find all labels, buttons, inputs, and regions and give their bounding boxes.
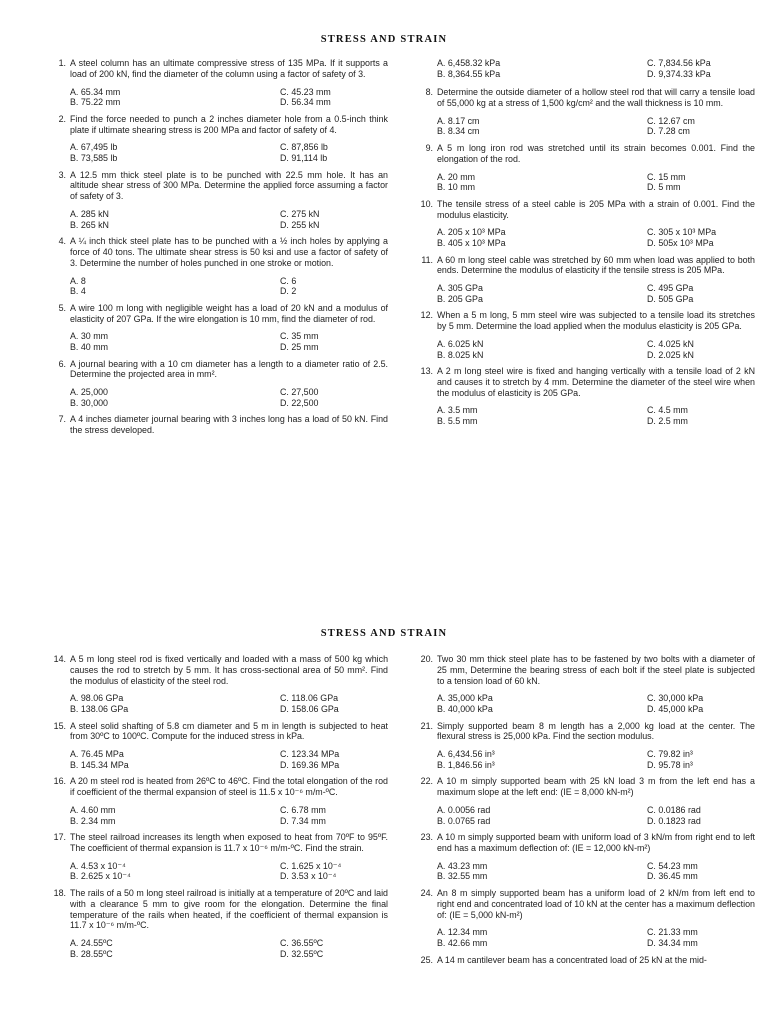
choices-grid	[70, 938, 388, 959]
question-text: An 8 m simply supported beam has a uniform load of 2 kN/m from left end to right end and concentrated load of 10 kN at the center has a maximum deflection of: (IE = 5,000 kN-m²)	[437, 887, 755, 920]
answer-choice: A. 98.06 GPa	[70, 693, 124, 704]
question-number: 6.	[58, 358, 66, 369]
question-text: When a 5 m long, 5 mm steel wire was subjected to a tensile load its stretches by 5 mm. Determine the load applied when the modulus elasticity is 205 GPa.	[437, 310, 755, 332]
answer-choice: B. 145.34 MPa	[70, 759, 129, 770]
question-number: 21.	[420, 720, 433, 731]
answer-choice: B. 10 mm	[437, 182, 475, 193]
answer-choice: D. 5 mm	[647, 182, 681, 193]
answer-choice: C. 1.625 x 10⁻⁴	[280, 860, 342, 871]
answer-choice: D. 91,114 lb	[280, 152, 328, 163]
answer-choice: D. 2.5 mm	[647, 416, 688, 427]
question-text: A 14 m cantilever beam has a concentrated load of 25 kN at the mid-	[437, 954, 707, 965]
question-number: 17.	[53, 832, 66, 843]
question-number: 7.	[58, 414, 66, 425]
answer-choice: B. 75.22 mm	[70, 97, 121, 108]
answer-choice: D. 56.34 mm	[280, 97, 331, 108]
question-item	[415, 143, 755, 165]
answer-choice: A. 4.60 mm	[70, 804, 116, 815]
answer-choice: C. 4.5 mm	[647, 405, 688, 416]
question-number: 13.	[420, 366, 433, 377]
answer-choice: B. 138.06 GPa	[70, 703, 129, 714]
question-item	[415, 832, 755, 854]
question-number: 23.	[420, 832, 433, 843]
answer-choice: D. 505x 10³ MPa	[647, 237, 714, 248]
answer-choice: D. 95.78 in³	[647, 759, 693, 770]
answer-choice: A. 67,495 lb	[70, 142, 118, 153]
questions-column-right	[415, 654, 755, 965]
answer-choice: C. 7,834.56 kPa	[647, 58, 711, 68]
choices-grid	[437, 58, 755, 79]
question-text: A wire 100 m long with negligible weight has a load of 20 kN and a modulus of elasticity of 207 GPa. If the wire elongation is 10 mm, find the diameter of rod.	[70, 302, 388, 324]
page-title: STRESS AND STRAIN	[320, 628, 448, 639]
answer-choice: C. 495 GPa	[647, 283, 694, 294]
answer-choice: B. 8.025 kN	[437, 349, 484, 360]
question-text: A ¼ inch thick steel plate has to be punched with a ½ inch holes by applying a force of 40 tons. The ultimate shear stress is 50 ksi and use a factor of safety of 3. Determine the number of holes punched in one stroke or motion.	[70, 236, 388, 268]
question-item	[415, 888, 755, 920]
question-number: 9.	[425, 142, 433, 153]
questions-column-left	[48, 654, 388, 965]
question-number: 24.	[420, 887, 433, 898]
question-number: 15.	[53, 720, 66, 731]
choices-grid	[437, 339, 755, 360]
question-item	[48, 303, 388, 325]
answer-choice: D. 45,000 kPa	[647, 703, 704, 714]
question-number: 20.	[420, 654, 433, 664]
answer-choice: C. 15 mm	[647, 171, 686, 182]
answer-choice: B. 2.34 mm	[70, 815, 116, 826]
page-title: STRESS AND STRAIN	[320, 34, 448, 45]
choices-grid	[70, 331, 388, 352]
answer-choice: C. 54.23 mm	[647, 860, 698, 871]
answer-choice: B. 40 mm	[70, 341, 108, 352]
question-text: Determine the outside diameter of a hollow steel rod that will carry a tensile load of 55,000 kg at a stress of 1,500 kg/cm² and the wall thickness is 10 mm.	[437, 87, 755, 108]
question-text: A 5 m long iron rod was stretched until its strain becomes 0.001. Find the elongation of the rod.	[437, 142, 755, 164]
answer-choice: B. 28.55ºC	[70, 948, 113, 959]
answer-choice: A. 6,458.32 kPa	[437, 58, 501, 68]
question-item	[48, 114, 388, 136]
answer-choice: A. 35,000 kPa	[437, 693, 493, 704]
question-text: A 60 m long steel cable was stretched by 60 mm when load was applied to both ends. Determine the modulus of elasticity if the tensile stress is 205 MPa.	[437, 254, 755, 276]
choices-grid	[70, 861, 388, 882]
choices-grid	[437, 927, 755, 948]
question-number: 11.	[421, 254, 433, 265]
choices-grid	[437, 283, 755, 304]
choices-grid	[70, 276, 388, 297]
question-text: A 5 m long steel rod is fixed vertically and loaded with a mass of 500 kg which causes the rod to stretch by 5 mm. It has cross-sectional area of 50 mm². Find the modulus of elasticity of the steel rod.	[70, 654, 388, 686]
answer-choice: C. 6.78 mm	[280, 804, 326, 815]
question-text: A 4 inches diameter journal bearing with 3 inches long has a load of 50 kN. Find the stress developed.	[70, 414, 388, 436]
answer-choice: A. 43.23 mm	[437, 860, 488, 871]
answer-choice: B. 40,000 kPa	[437, 703, 493, 714]
question-item	[48, 654, 388, 686]
question-item	[48, 359, 388, 381]
question-item	[48, 414, 388, 436]
answer-choice: C. 275 kN	[280, 208, 320, 219]
answer-choice: A. 305 GPa	[437, 283, 483, 294]
question-item	[415, 199, 755, 221]
question-text: Two 30 mm thick steel plate has to be fastened by two bolts with a diameter of 25 mm, Determine the bearing stress of each bolt if the steel plate is subjected to a tension load of 60 kN.	[437, 654, 755, 686]
worksheet-page-2	[0, 618, 768, 1024]
question-text: A steel column has an ultimate compressive stress of 135 MPa. If it supports a load of 200 kN, find the diameter of the column using a factor of safety of 3.	[70, 58, 388, 79]
question-item	[48, 170, 388, 202]
question-number: 25.	[420, 954, 433, 965]
question-number: 8.	[425, 87, 433, 98]
question-number: 3.	[58, 169, 66, 180]
answer-choice: D. 7.28 cm	[647, 126, 690, 137]
answer-choice: A. 8.17 cm	[437, 115, 480, 126]
answer-choice: C. 27,500	[280, 387, 319, 398]
answer-choice: C. 4.025 kN	[647, 338, 694, 349]
choices-grid	[437, 749, 755, 770]
question-text: A steel solid shafting of 5.8 cm diameter and 5 m in length is subjected to heat from 30ºC to 100ºC. Compute for the induced stress in kPa.	[70, 720, 388, 742]
question-text: A 20 m steel rod is heated from 26ºC to 46ºC. Find the total elongation of the rod if coefficient of the thermal expansion of steel is 11.5 x 10⁻⁶ m/m-ºC.	[70, 776, 388, 798]
question-text: A journal bearing with a 10 cm diameter has a length to a diameter ratio of 2.5. Determine the projected area in mm².	[70, 358, 388, 380]
answer-choice: C. 6	[280, 275, 297, 286]
answer-choice: A. 3.5 mm	[437, 405, 478, 416]
answer-choice: A. 30 mm	[70, 331, 108, 342]
question-number: 2.	[58, 113, 66, 124]
answer-choice: D. 169.36 MPa	[280, 759, 340, 770]
answer-choice: D. 255 kN	[280, 219, 320, 230]
question-item	[415, 776, 755, 798]
answer-choice: D. 9,374.33 kPa	[647, 68, 711, 79]
question-number: 10.	[420, 198, 433, 209]
answer-choice: D. 2	[280, 286, 297, 297]
question-item	[48, 58, 388, 80]
question-item	[415, 721, 755, 743]
answer-choice: C. 79.82 in³	[647, 749, 693, 760]
answer-choice: B. 73,585 lb	[70, 152, 118, 163]
answer-choice: A. 6,434.56 in³	[437, 749, 495, 760]
question-text: A 12.5 mm thick steel plate is to be punched with 22.5 mm hole. It has an altitude shear stress of 300 MPa. Determine the applied force assuming a factor of safety of 3.	[70, 169, 388, 202]
answer-choice: A. 25,000	[70, 387, 108, 398]
choices-grid	[437, 116, 755, 137]
question-item	[48, 236, 388, 268]
answer-choice: D. 505 GPa	[647, 293, 694, 304]
choices-grid	[437, 227, 755, 248]
choices-grid	[70, 142, 388, 163]
question-number: 1.	[58, 58, 66, 68]
question-item	[415, 654, 755, 686]
answer-choice: B. 1,846.56 in³	[437, 759, 495, 770]
question-item	[415, 255, 755, 277]
question-number: 22.	[420, 776, 433, 787]
question-number: 5.	[58, 302, 66, 313]
choices-grid	[437, 172, 755, 193]
question-item	[415, 955, 755, 966]
question-number: 16.	[53, 776, 66, 787]
answer-choice: D. 3.53 x 10⁻⁴	[280, 871, 337, 882]
answer-choice: C. 87,856 lb	[280, 142, 328, 153]
answer-choice: B. 0.0765 rad	[437, 815, 491, 826]
choices-grid	[70, 87, 388, 108]
choices-grid	[70, 749, 388, 770]
answer-choice: A. 8	[70, 275, 86, 286]
answer-choice: C. 0.0186 rad	[647, 804, 701, 815]
answer-choice: D. 36.45 mm	[647, 871, 698, 882]
question-item	[48, 888, 388, 931]
answer-choice: B. 405 x 10³ MPa	[437, 237, 506, 248]
choices-grid	[437, 861, 755, 882]
answer-choice: A. 285 kN	[70, 208, 109, 219]
answer-choice: A. 24.55ºC	[70, 938, 113, 949]
answer-choice: C. 123.34 MPa	[280, 749, 340, 760]
question-item	[415, 310, 755, 332]
answer-choice: D. 25 mm	[280, 341, 319, 352]
question-text: The tensile stress of a steel cable is 205 MPa with a strain of 0.001. Find the modulus elasticity.	[437, 198, 755, 220]
question-text: A 2 m long steel wire is fixed and hanging vertically with a tensile load of 2 kN and causes it to stretch by 4 mm. Determine the diameter of the steel wire when the modulus of elasticity is 205 GPa.	[437, 366, 755, 398]
answer-choice: B. 8.34 cm	[437, 126, 480, 137]
questions-column-right	[415, 58, 755, 433]
question-number: 4.	[58, 236, 66, 247]
question-text: The steel railroad increases its length when exposed to heat from 70ºF to 95ºF. The coefficient of thermal expansion is 11.7 x 10⁻⁶ m/m-ºC. Find the strain.	[70, 832, 388, 853]
question-item	[48, 832, 388, 854]
answer-choice: D. 32.55ºC	[280, 948, 324, 959]
question-item	[48, 776, 388, 798]
question-text: A 10 m simply supported beam with uniform load of 3 kN/m from right end to left end has a maximum deflection of: (IE = 12,000 kN-m²)	[437, 832, 755, 853]
choices-grid	[437, 693, 755, 714]
answer-choice: C. 45.23 mm	[280, 86, 331, 97]
answer-choice: D. 0.1823 rad	[647, 815, 701, 826]
answer-choice: D. 7.34 mm	[280, 815, 326, 826]
question-number: 18.	[53, 887, 66, 898]
answer-choice: B. 2.625 x 10⁻⁴	[70, 871, 131, 882]
choices-grid	[70, 805, 388, 826]
answer-choice: A. 0.0056 rad	[437, 804, 491, 815]
question-number: 14.	[53, 654, 66, 664]
answer-choice: A. 20 mm	[437, 171, 475, 182]
answer-choice: C. 21.33 mm	[647, 927, 698, 938]
choices-grid	[70, 209, 388, 230]
answer-choice: C. 35 mm	[280, 331, 319, 342]
choices-grid	[437, 405, 755, 426]
answer-choice: C. 12.67 cm	[647, 115, 695, 126]
answer-choice: C. 30,000 kPa	[647, 693, 704, 704]
answer-choice: B. 32.55 mm	[437, 871, 488, 882]
answer-choice: B. 4	[70, 286, 86, 297]
answer-choice: B. 205 GPa	[437, 293, 483, 304]
answer-choice: B. 42.66 mm	[437, 937, 488, 948]
answer-choice: D. 34.34 mm	[647, 937, 698, 948]
answer-choice: A. 76.45 MPa	[70, 749, 124, 760]
question-text: Simply supported beam 8 m length has a 2,000 kg load at the center. The flexural stress is 25,000 kPa. Find the section modulus.	[437, 720, 755, 742]
question-item	[415, 366, 755, 398]
answer-choice: D. 22,500	[280, 397, 319, 408]
choices-grid	[70, 693, 388, 714]
question-item	[48, 721, 388, 743]
answer-choice: A. 4.53 x 10⁻⁴	[70, 860, 126, 871]
answer-choice: C. 305 x 10³ MPa	[647, 227, 717, 238]
choices-grid	[70, 387, 388, 408]
choices-grid	[437, 805, 755, 826]
answer-choice: C. 118.06 GPa	[280, 693, 339, 704]
questions-column-left	[48, 58, 388, 436]
question-text: Find the force needed to punch a 2 inches diameter hole from a 0.5-inch think plate if ultimate shearing stress is 200 MPa and factor of safety of 4.	[70, 113, 388, 135]
answer-choice: D. 158.06 GPa	[280, 703, 339, 714]
question-item	[415, 87, 755, 109]
answer-choice: A. 12.34 mm	[437, 927, 488, 938]
question-text: A 10 m simply supported beam with 25 kN load 3 m from the left end has a maximum slope at the left end: (IE = 8,000 kN-m²)	[437, 776, 755, 798]
question-number: 12.	[420, 310, 433, 321]
answer-choice: B. 8,364.55 kPa	[437, 68, 501, 79]
question-text: The rails of a 50 m long steel railroad is initially at a temperature of 20ºC and laid with a clearance 5 mm to give room for the elongation. Determine the final temperature of the rails when heated, if the coefficient of thermal expansion is 11.7 x 10⁻⁶ m/m-ºC.	[70, 887, 388, 931]
answer-choice: C. 36.55ºC	[280, 938, 324, 949]
answer-choice: B. 30,000	[70, 397, 108, 408]
answer-choice: A. 205 x 10³ MPa	[437, 227, 506, 238]
answer-choice: A. 65.34 mm	[70, 86, 121, 97]
answer-choice: A. 6.025 kN	[437, 338, 484, 349]
answer-choice: B. 265 kN	[70, 219, 109, 230]
answer-choice: D. 2.025 kN	[647, 349, 694, 360]
answer-choice: B. 5.5 mm	[437, 416, 478, 427]
